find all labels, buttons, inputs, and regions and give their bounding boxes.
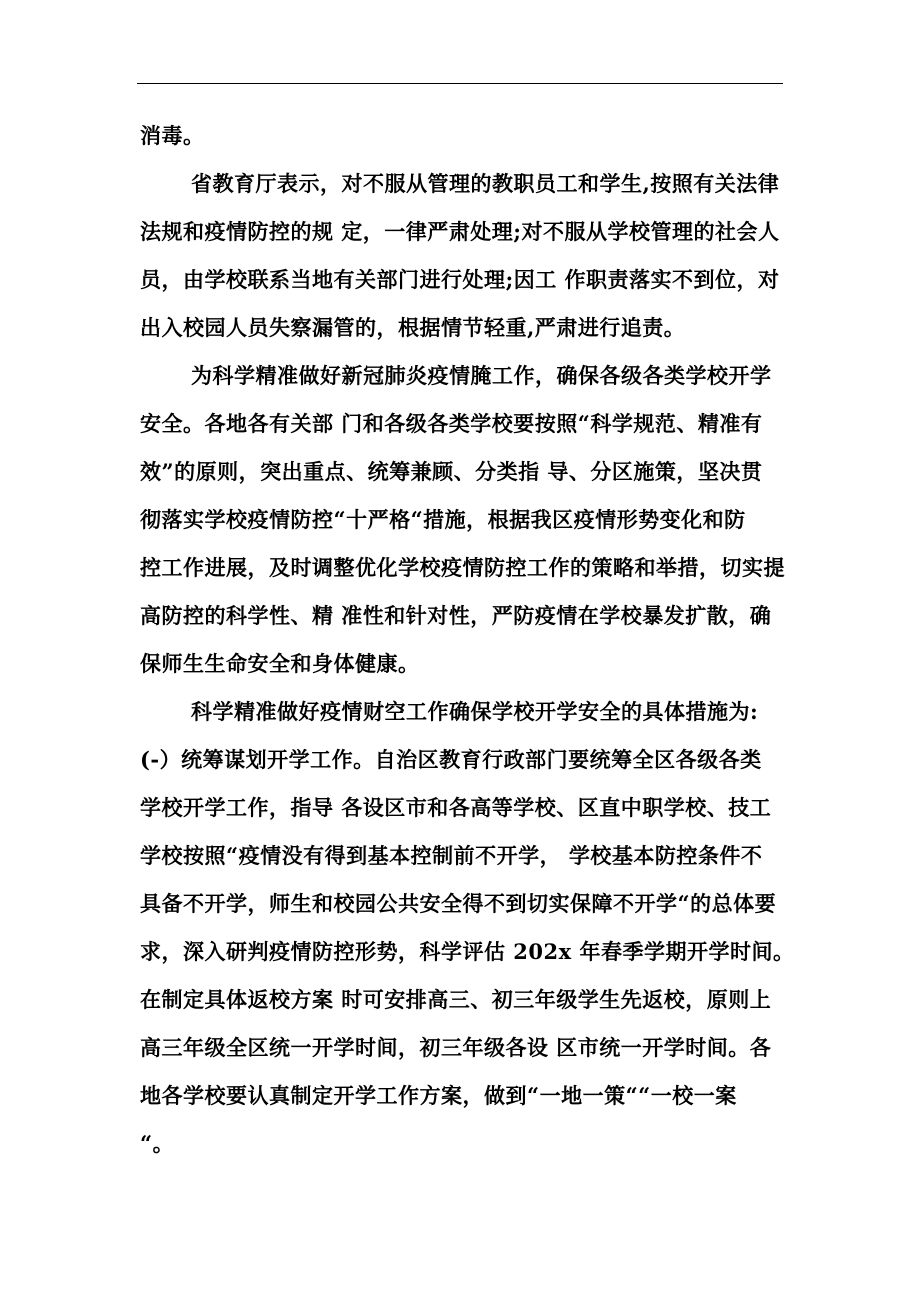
text-line-3: 法规和疫情防控的规 定，一律严肃处理;对不服从学校管理的社会人	[140, 219, 780, 244]
text-line-7: 安全。各地各有关部 门和各级各类学校要按照“科学规范、精准有	[140, 411, 763, 436]
text-line-14: (-）统筹谋划开学工作。自治区教育行政部门要统筹全区各级各类	[140, 747, 762, 772]
text-line-18: 求，深入研判疫情防控形势，科学评估 202x 年春季学期开学时间。	[140, 939, 795, 964]
text-line-17: 具备不开学，师生和校园公共安全得不到切实保障不开学“的总体要	[140, 891, 777, 916]
text-line-9: 彻落实学校疫情防控“十严格“措施，根据我区疫情形势变化和防	[140, 507, 746, 532]
text-line-4: 员，由学校联系当地有关部门进行处理;因工 作职责落实不到位，对	[140, 267, 780, 292]
text-line-22: “。	[140, 1131, 175, 1156]
text-line-13: 科学精准做好疫情财空工作确保学校开学安全的具体措施为:	[191, 699, 759, 724]
text-line-8: 效”的原则，突出重点、统筹兼顾、分类指 导、分区施策，坚决贯	[140, 459, 763, 484]
header-rule	[137, 83, 783, 84]
text-line-11: 高防控的科学性、精 准性和针对性，严防疫情在学校暴发扩散，确	[140, 603, 772, 628]
text-line-20: 高三年级全区统一开学时间，初三年级各设 区市统一开学时间。各	[140, 1035, 772, 1060]
text-line-10: 控工作进展，及时调整优化学校疫情防控工作的策略和举措，切实提	[140, 555, 785, 580]
text-line-19: 在制定具体返校方案 时可安排高三、初三年级学生先返校，原则上	[140, 987, 772, 1012]
text-line-21: 地各学校要认真制定开学工作方案，做到“一地一策““一校一案	[140, 1083, 737, 1108]
text-line-5: 出入校园人员失察漏管的，根据情节轻重,严肃进行追责。	[140, 315, 686, 340]
text-line-2: 省教育厅表示，对不服从管理的教职员工和学生,按照有关法律	[191, 171, 780, 196]
text-line-6: 为科学精准做好新冠肺炎疫情腌工作，确保各级各类学校开学	[191, 363, 772, 388]
text-line-15: 学校开学工作，指导 各设区市和各高等学校、区直中职学校、技工	[140, 795, 772, 820]
text-line-12: 保师生生命安全和身体健康。	[140, 651, 420, 676]
text-line-1: 消毒。	[140, 123, 205, 148]
document-body	[140, 112, 795, 1168]
text-line-16: 学校按照“疫情没有得到基本控制前不开学， 学校基本防控条件不	[140, 843, 763, 868]
